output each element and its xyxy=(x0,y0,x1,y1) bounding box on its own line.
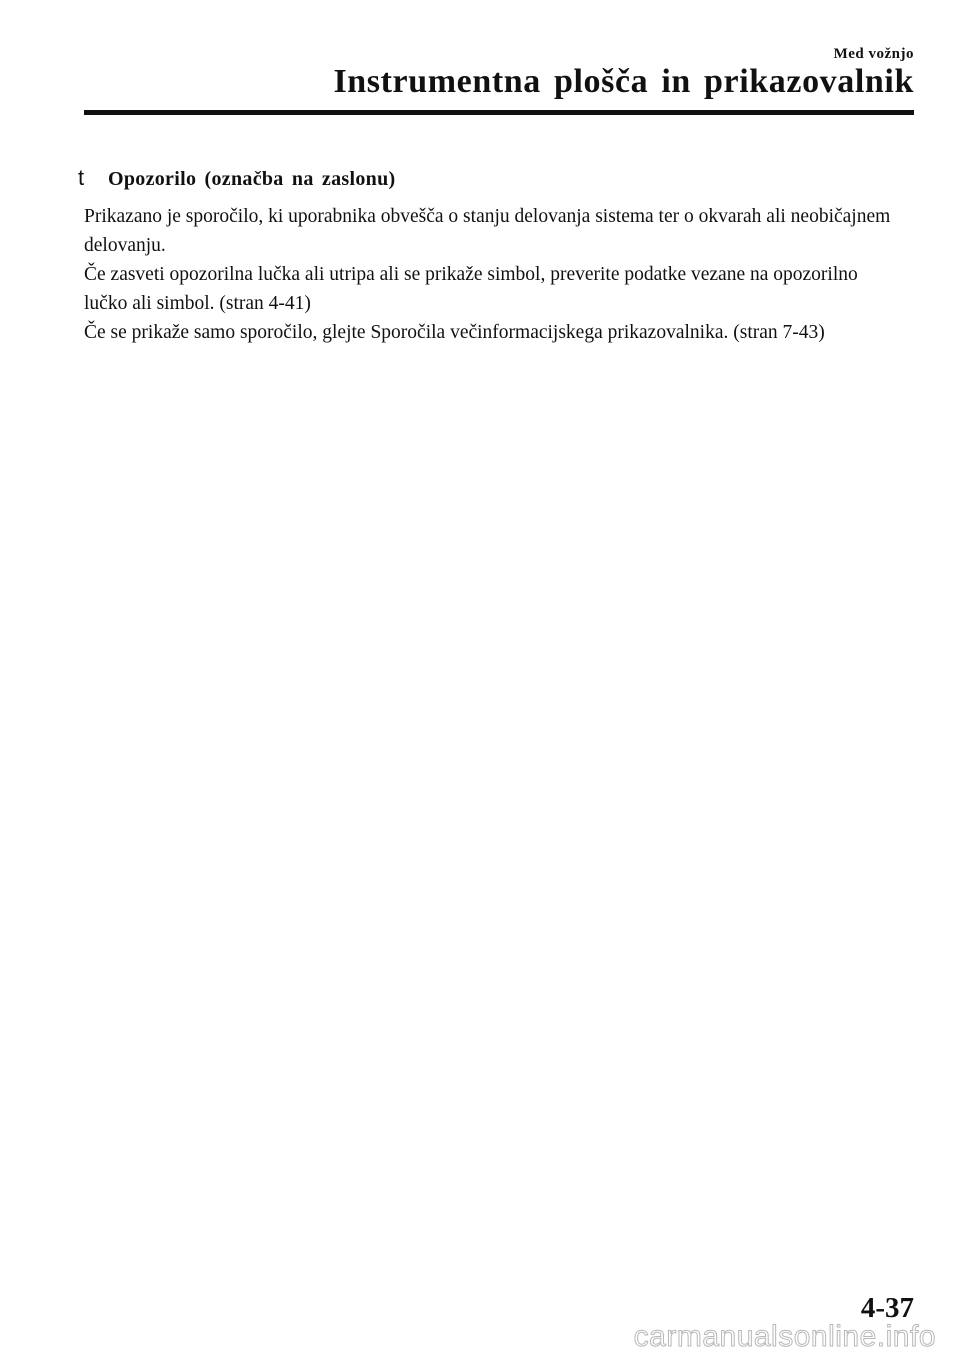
paragraph: Prikazano je sporočilo, ki uporabnika obvešča o stanju delovanja sistema ter o okvarah ali neobičajnem delovanju. xyxy=(84,206,891,256)
paragraph: Če se prikaže samo sporočilo, glejte Sporočila večinformacijskega prikazovalnika. (stran 7-43) xyxy=(84,322,825,343)
watermark: carmanualsonline.info xyxy=(633,1320,936,1353)
section-title: Opozorilo (označba na zaslonu) xyxy=(108,168,396,190)
paragraph: Če zasveti opozorilna lučka ali utripa ali se prikaže simbol, preverite podatke vezane na opozorilno lučko ali simbol. (stran 4-41) xyxy=(84,264,858,314)
chapter-label: Med vožnjo xyxy=(833,46,914,62)
bullet-icon: t xyxy=(78,165,85,190)
page-title: Instrumentna plošča in prikazovalnik xyxy=(333,63,914,100)
body-text xyxy=(84,202,904,347)
page-number: 4-37 xyxy=(860,1292,914,1324)
header-divider xyxy=(84,110,914,115)
section-heading xyxy=(78,165,395,191)
